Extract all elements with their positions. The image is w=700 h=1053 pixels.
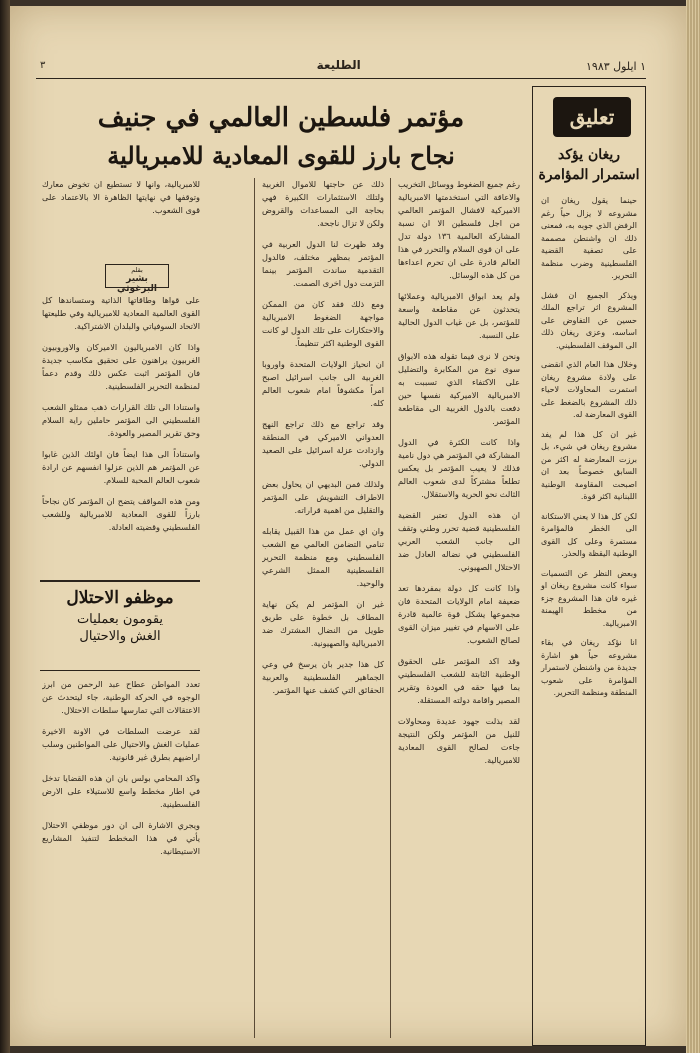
paragraph: لقد بذلت جهود عديدة ومحاولات للنيل من المؤتمر ولكن النتيجة جاءت لصالح القوى المعادية للامبريالية.: [398, 716, 520, 765]
paragraph: ونحن لا نرى فيما تقوله هذه الابواق سوى نوع من المكابرة والتضليل على الاكتفاء الذي تسببت به الامبريالية الاميركية نفسها حين دفعت بالدول الغربية الى مقاطعة المؤتمر.: [398, 351, 520, 426]
paragraph: ذلك عن حاجتها للاموال الغربية ولتلك الاستثمارات الكبيرة فهي بحاجة الى المساعدات والقروض ولكن لا تزال ناجحة.: [262, 179, 384, 228]
paragraph: على قواها وطاقاتها الذاتية وستساندها كل القوى العالمية المعادية للامبريالية وفي طليعتها الاتحاد السوفياتي والبلدان الاشتراكية.: [42, 295, 200, 331]
page-header: [36, 56, 646, 79]
article-column-left-cont: [42, 294, 200, 572]
paragraph: واذا كان الامبرياليون الاميركان والاوروبيون الغربيون يراهنون على تحقيق مكاسب جديدة فان المؤتمر اثبت عكس ذلك وقدم دعماً لمنظمة التحرير الفلسطينية.: [42, 342, 200, 391]
byline-name: بشير البرغوثي: [116, 274, 157, 294]
paragraph: ولذلك فمن البديهي ان يحاول بعض الاطراف التشويش على المؤتمر والتقليل من اهمية قراراته.: [262, 479, 384, 515]
paragraph: واستنادا الى تلك القرارات ذهب ممثلو الشعب الفلسطيني الى المؤتمر حاملين راية السلام وحق تقرير المصير والعودة.: [42, 402, 200, 438]
report-headline-line-1: موظفو الاحتلال: [66, 588, 174, 608]
paragraph: وان اي عمل من هذا القبيل يقابله تنامي التضامن العالمي مع الشعب الفلسطيني ومع منظمة التحرير الفلسطينية الممثل الشرعي والوحيد.: [262, 526, 384, 588]
commentary-logo: تعليق: [553, 97, 631, 137]
binding-edge: [0, 0, 10, 1053]
paragraph: رغم جميع الضغوط ووسائل التخريب والاعاقة التي استخدمتها الامبريالية الاميركية لافشال المؤتمر العالمي من اجل فلسطين الا ان نسبة المشاركة العالمية ١٣٦ دولة تدل على ان قوى السلام والتحرر في هذا العالم قادرة على ان تحرم اعداءها من كل هذه الوسائل.: [398, 179, 520, 280]
column-rule: [254, 178, 255, 1038]
paragraph: تعدد المواطن عطاح عبد الرحمن من ابرز الوجوه في الحركة الوطنية، جاء ليتحدث عن الاعتقالات التي تمارسها سلطات الاحتلال.: [42, 679, 200, 715]
report-column: [42, 678, 200, 1038]
byline-box: [105, 264, 169, 294]
paragraph: للامبريالية، وانها لا تستطيع ان تخوض معارك وتوقفها في نهايتها الظاهرة الا بالاعتماد على قوى الشعوب.: [42, 179, 200, 215]
paragraph: وبعض النظر عن التسميات سواء كانت مشروع ريغان او غيره فان هذا المشروع جزء من مخطط الهيمنة الامبريالية.: [541, 568, 637, 628]
newspaper-page: [10, 6, 686, 1046]
paper-name: الطليعة: [316, 58, 361, 72]
paragraph: غير ان كل هذا لم يفد مشروع ريغان في شيء، بل برزت المعارضة له اكثر من السابق خصوصاً بعد ان اصبحت المقاومة الوطنية اللبنانية اكثر قوة.: [541, 429, 637, 501]
paragraph: لقد عرضت السلطات في الاونة الاخيرة عمليات الغش والاحتيال على المواطنين وسلب اراضيهم بطرق غير قانونية.: [42, 726, 200, 762]
issue-date: ١ ايلول ١٩٨٣: [586, 60, 646, 73]
paragraph: واذا كانت الكثرة في الدول المشاركة في المؤتمر هي دول نامية فذلك لا يعيب المؤتمر بل يعكس تطلعاً مشتركاً لدى شعوب العالم الثالث نحو الحرية والاستقلال.: [398, 437, 520, 499]
paragraph: وقد ظهرت لنا الدول العربية في المؤتمر بمظهر مختلف، فالدول التقدمية ساندت المؤتمر بينما التزمت دول اخرى الصمت.: [262, 239, 384, 288]
headline-line-1: مؤتمر فلسطين العالمي في جنيف: [97, 103, 465, 133]
page-stack-edge: [686, 0, 700, 1053]
paragraph: وقد تراجع مع ذلك تراجع النهج العدواني الاميركي في المنطقة وازدادت عزلة اسرائيل على الصعيد الدولي.: [262, 419, 384, 468]
article-column-left: [42, 178, 200, 260]
paragraph: انا نؤكد ريغان في بقاء مشروعه حياً هو اشارة جديدة من واشنطن لاستمرار المؤامرة على شعوب المنطقة ومنظمة التحرير.: [541, 638, 637, 697]
paragraph: غير ان المؤتمر لم يكن نهاية المطاف بل خطوة على طريق طويل من النضال المشترك ضد الامبريالية والصهيونية.: [262, 599, 384, 648]
paragraph: ويذكر الجميع ان فشل المشروع اثر تراجع الملك حسين عن التفاوض على اساسه، وعزى ريغان ذلك الى الموقف الفلسطيني.: [541, 290, 637, 350]
column-rule: [390, 178, 391, 1038]
article-column-right: [398, 178, 520, 1038]
article-column-middle: [262, 178, 384, 1038]
byline-role: بقلم: [131, 266, 143, 274]
paragraph: كل هذا جدير بان يرسخ في وعي الجماهير الفلسطينية والعربية الحقائق التي كشف عنها المؤتمر.: [262, 659, 384, 695]
report-headline-line-3: الغش والاحتيال: [79, 629, 161, 644]
headline-line-2: نجاح بارز للقوى المعادية للامبريالية: [107, 140, 455, 170]
paragraph: وخلال هذا العام الذي انقضى على ولادة مشروع ريغان استمرت المحاولات لاحياء ذلك المشروع بالضغط على القوى المعارضة له.: [541, 360, 637, 419]
commentary-text: [533, 195, 645, 700]
paragraph: ومن هذه المواقف يتضح ان المؤتمر كان نجاحاً بارزاً للقوى المعادية للامبريالية وللشعب الفلسطيني وقضيته العادلة.: [42, 496, 200, 532]
paragraph: ان انحياز الولايات المتحدة واوروبا الغربية الى جانب اسرائيل اصبح امراً مكشوفاً امام شعوب العالم كله.: [262, 359, 384, 408]
page-number: ٣: [40, 60, 46, 71]
commentary-box: [532, 86, 646, 1046]
report-headline-line-2: يقومون بعمليات: [76, 612, 164, 627]
paragraph: لكن كل هذا لا يعني الاستكانة الى الخطر فالمؤامرة مستمرة وعلى كل القوى الوطنية اليقظة والحذر.: [541, 511, 637, 558]
paragraph: ومع ذلك فقد كان من الممكن مواجهة الضغوط الامبريالية والاحتكارات على تلك الدول لو كانت القوى الوطنية اكثر تنظيماً.: [262, 299, 384, 348]
paragraph: وقد اكد المؤتمر على الحقوق الوطنية الثابتة للشعب الفلسطيني بما فيها حقه في العودة وتقرير المصير واقامة دولته المستقلة.: [398, 656, 520, 705]
commentary-title: ريغان يؤكد استمرار المؤامرة: [538, 147, 640, 183]
paragraph: ان هذه الدول تعتبر القضية الفلسطينية قضية تحرر وطني وتقف الى جانب الشعب العربي الفلسطيني في نضاله العادل ضد الاحتلال الصهيوني.: [398, 510, 520, 572]
paragraph: واذا كانت كل دولة بمفردها تعد ضعيفة امام الولايات المتحدة فان مجموعها يشكل قوة عالمية قادرة على الاسهام في تغيير ميزان القوى لصالح الشعوب.: [398, 583, 520, 645]
report-headline-box: [40, 580, 200, 671]
paragraph: ولم يعد ابواق الامبريالية وعملائها يتحدثون عن مقاطعة واسعة للمؤتمر، بل عن غياب الدول الحالية على النسبة.: [398, 291, 520, 340]
paragraph: حينما يقول ريغان ان مشروعه لا يزال حياً رغم الرفض الذي جوبه به، فمعنى ذلك ان واشنطن مصممة على تصفية القضية الفلسطينية وضرب منظمة التحرير.: [541, 196, 637, 280]
paragraph: واكد المحامي بولس بان ان هذه القضايا تدخل في اطار مخطط واسع للاستيلاء على الارض الفلسطينية.: [42, 773, 200, 809]
paragraph: ويجري الاشارة الى ان دور موظفي الاحتلال يأتي في هذا المخطط لتنفيذ المشاريع الاستيطانية.: [42, 820, 200, 856]
paragraph: واستناداً الى هذا ايضاً فان اولئك الذين غابوا عن المؤتمر هم الذين عزلوا انفسهم عن ارادة شعوب العالم المحبة للسلام.: [42, 449, 200, 485]
main-headline: [36, 102, 526, 171]
